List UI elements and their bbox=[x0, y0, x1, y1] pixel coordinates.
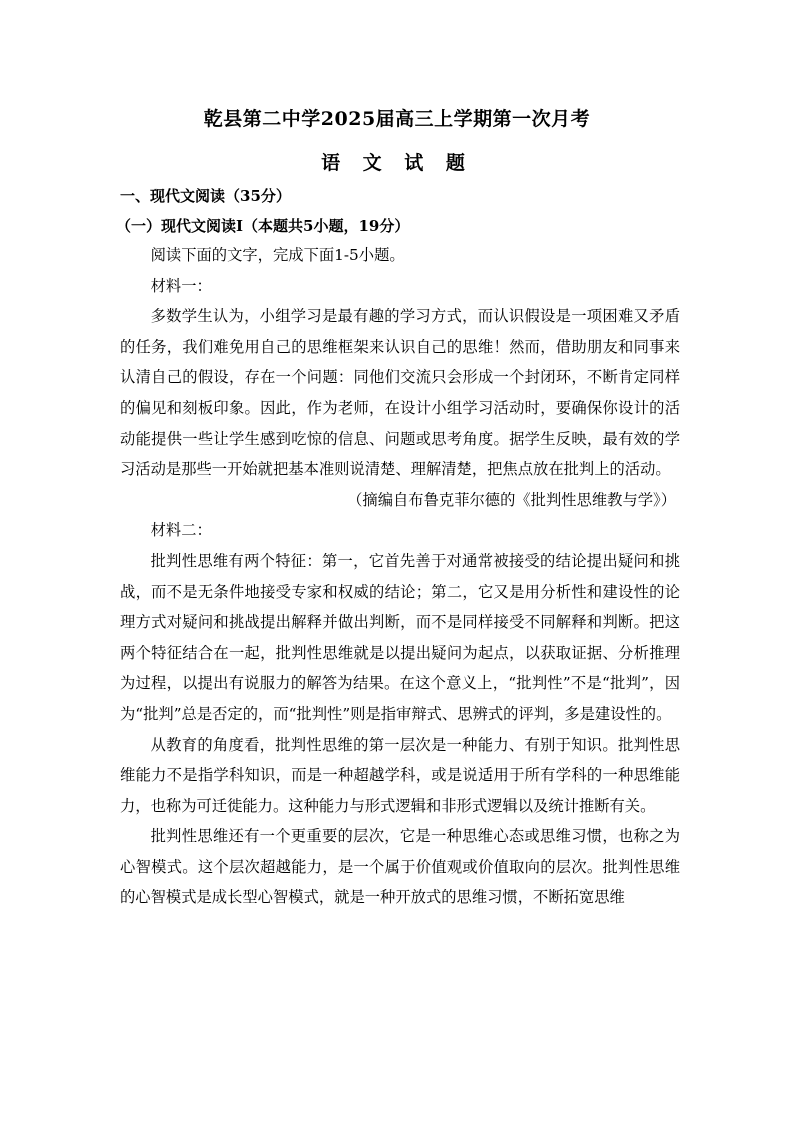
exam-title: 乾县第二中学2025届高三上学期第一次月考 bbox=[203, 108, 591, 130]
reading-body bbox=[120, 240, 680, 913]
material2-paragraph: 批判性思维还有一个更重要的层次，它是一种思维心态或思维习惯，也称之为心智模式。这个层次超越能力，是一个属于价值观或价值取向的层次。批判性思维的心智模式是成长型心智模式，就是一种开放式的思维习惯，不断拓宽思维 bbox=[120, 827, 680, 907]
material1-source: （摘编自布鲁克菲尔德的《批判性思维教与学》） bbox=[347, 490, 676, 509]
exam-subtitle: 语 文 试 题 bbox=[321, 152, 473, 174]
material2-label: 材料二： bbox=[150, 521, 212, 540]
section-heading: 一、现代文阅读（35分） bbox=[120, 187, 291, 205]
subsection-heading: （一）现代文阅读Ⅰ（本题共5小题，19分） bbox=[116, 217, 410, 235]
material1-paragraph: 多数学生认为，小组学习是最有趣的学习方式，而认识假设是一项困难又矛盾的任务，我们难免用自己的思维框架来认识自己的思维！然而，借助朋友和同事来认清自己的假设，存在一个问题：同他们交流只会形成一个封闭环，不断肯定同样的偏见和刻板印象。因此，作为老师，在设计小组学习活动时，要确保你设计的活动能提供一些让学生感到吃惊的信息、问题或思考角度。据学生反映，最有效的学习活动是那些一开始就把基本准则说清楚、理解清楚，把焦点放在批判上的活动。 bbox=[120, 307, 680, 479]
material2-paragraph: 从教育的角度看，批判性思维的第一层次是一种能力、有别于知识。批判性思维能力不是指学科知识，而是一种超越学科，或是说适用于所有学科的一种思维能力，也称为可迁徙能力。这种能力与形式逻辑和非形式逻辑以及统计推断有关。 bbox=[120, 735, 680, 815]
material1-label: 材料一： bbox=[150, 276, 212, 295]
material2-paragraph: 批判性思维有两个特征：第一，它首先善于对通常被接受的结论提出疑问和挑战，而不是无条件地接受专家和权威的结论；第二，它又是用分析性和建设性的论理方式对疑问和挑战提出解释并做出判断，而不是同样接受不同解释和判断。把这两个特征结合在一起，批判性思维就是以提出疑问为起点，以获取证据、分析推理为过程，以提出有说服力的解答为结果。在这个意义上，“批判性”不是“批判”，因为“批判”总是否定的，而“批判性”则是指审辩式、思辨式的评判，多是建设性的。 bbox=[120, 551, 680, 723]
instruction-text: 阅读下面的文字，完成下面1-5小题。 bbox=[150, 246, 405, 264]
